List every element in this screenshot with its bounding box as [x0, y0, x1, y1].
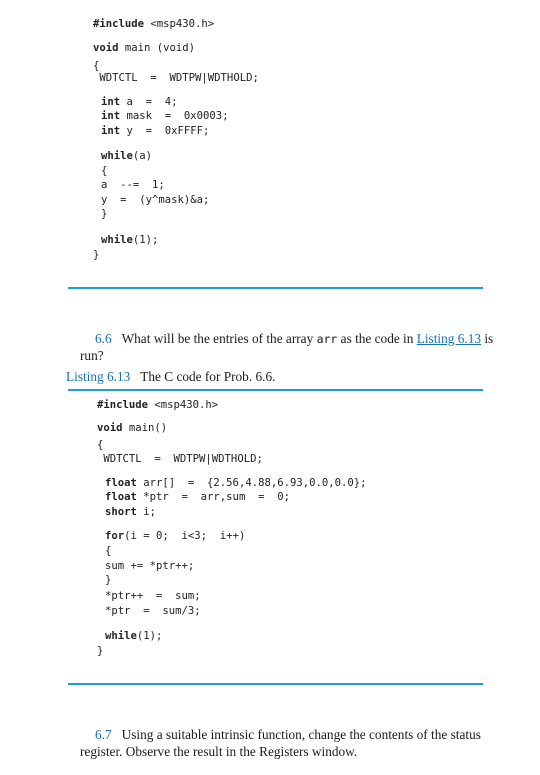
- problem-6-7-line1: 6.7 Using a suitable intrinsic function, change the contents of the status: [95, 727, 481, 742]
- problem-6-6-line1: 6.6 What will be the entries of the array arr as the code in Listing 6.13 is: [95, 331, 494, 346]
- code-line: float arr[] = {2.56,4.88,6.93,0.0,0.0};: [105, 477, 367, 489]
- code-line: #include <msp430.h>: [97, 399, 219, 411]
- problem-6-7-line2: register. Observe the result in the Registers window.: [80, 744, 358, 759]
- listing-bottom-rule: [68, 683, 483, 685]
- code-line: }: [101, 208, 108, 220]
- code-line: a --= 1;: [101, 179, 165, 191]
- code-line: {: [101, 165, 108, 177]
- problem-number: 6.7: [95, 727, 112, 742]
- code-line: float *ptr = arr,sum = 0;: [105, 491, 290, 503]
- code-line: #include <msp430.h>: [93, 18, 215, 30]
- inline-code: arr: [316, 332, 338, 346]
- code-line: void main(): [97, 422, 168, 434]
- code-line: WDTCTL = WDTPW|WDTHOLD;: [97, 453, 263, 465]
- code-line: {: [97, 439, 104, 451]
- problem-number: 6.6: [95, 331, 112, 346]
- code-line: while(a): [101, 150, 153, 162]
- code-line: }: [97, 645, 104, 657]
- code-line: int y = 0xFFFF;: [101, 125, 210, 137]
- code-line: {: [93, 60, 100, 72]
- code-line: int mask = 0x0003;: [101, 110, 229, 122]
- code-line: void main (void): [93, 42, 196, 54]
- code-line: while(1);: [105, 630, 163, 642]
- listing-tag: Listing 6.13: [66, 369, 131, 384]
- code-line: y = (y^mask)&a;: [101, 194, 210, 206]
- problem-6-6-line2: run?: [80, 348, 104, 363]
- code-line: {: [105, 545, 112, 557]
- code-line: int a = 4;: [101, 96, 178, 108]
- code-line: }: [93, 249, 100, 261]
- divider-rule: [68, 287, 483, 289]
- code-line: }: [105, 574, 112, 586]
- code-line: short i;: [105, 506, 157, 518]
- code-line: while(1);: [101, 234, 159, 246]
- code-line: WDTCTL = WDTPW|WDTHOLD;: [93, 72, 259, 84]
- code-line: *ptr = sum/3;: [105, 605, 201, 617]
- code-line: *ptr++ = sum;: [105, 590, 201, 602]
- code-line: sum += *ptr++;: [105, 560, 195, 572]
- code-line: for(i = 0; i<3; i++): [105, 530, 246, 542]
- listing-top-rule: [68, 389, 483, 391]
- listing-caption: Listing 6.13 The C code for Prob. 6.6.: [66, 369, 276, 384]
- listing-link[interactable]: Listing 6.13: [416, 331, 482, 346]
